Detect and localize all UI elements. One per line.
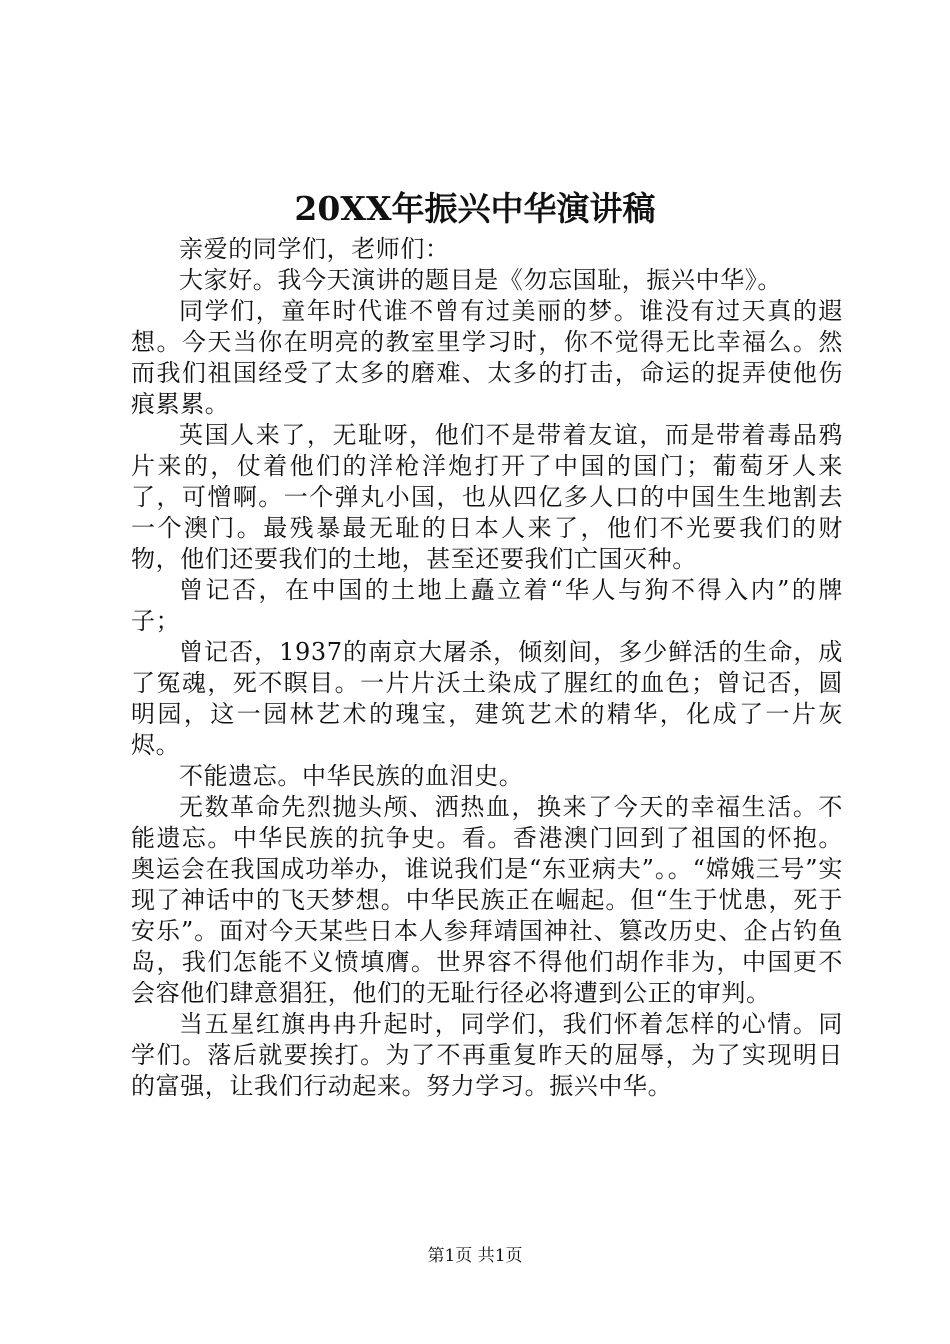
paragraph-conclusion: 当五星红旗冉冉升起时，同学们，我们怀着怎样的心情。同学们。落后就要挨打。为了不再重复昨天的屈辱，为了实现明日的富强，让我们行动起来。努力学习。振兴中华。 [131, 1010, 843, 1100]
paragraph-history: 不能遗忘。中华民族的血泪史。 [179, 762, 524, 790]
paragraph-salutation: 亲爱的同学们，老师们： [179, 235, 450, 263]
paragraph-sign: 曾记否，在中国的土地上矗立着“华人与狗不得入内”的牌子； [131, 576, 843, 635]
paragraph-invasion: 英国人来了，无耻呀，他们不是带着友谊，而是带着毒品鸦片来的，仗着他们的洋枪洋炮打开了中国的国门；葡萄牙人来了，可憎啊。一个弹丸小国，也从四亿多人口的中国生生地割去一个澳门。最残暴最无耻的日本人来了，他们不光要我们的财物，他们还要我们的土地，甚至还要我们亡国灭种。 [131, 421, 843, 573]
document-title: 20XX年振兴中华演讲稿 [294, 189, 656, 228]
document-body [131, 234, 843, 1102]
paragraph-rise: 无数革命先烈抛头颅、洒热血，换来了今天的幸福生活。不能遗忘。中华民族的抗争史。看。香港澳门回到了祖国的怀抱。奥运会在我国成功举办，谁说我们是“东亚病夫”。。“嫦娥三号”实现了神话中的飞天梦想。中华民族正在崛起。但“生于忧患，死于安乐”。面对今天某些日本人参拜靖国神社、篡改历史、企占钓鱼岛，我们怎能不义愤填膺。世界容不得他们胡作非为，中国更不会容他们肆意猖狂，他们的无耻行径必将遭到公正的审判。 [131, 793, 843, 1007]
paragraph-greeting: 大家好。我今天演讲的题目是《勿忘国耻，振兴中华》。 [179, 266, 782, 294]
page-footer: 第1页 共1页 [427, 1246, 523, 1266]
paragraph-childhood: 同学们，童年时代谁不曾有过美丽的梦。谁没有过天真的遐想。今天当你在明亮的教室里学习时，你不觉得无比幸福么。然而我们祖国经受了太多的磨难、太多的打击，命运的捉弄使他伤痕累累。 [131, 297, 843, 418]
paragraph-nanjing: 曾记否，1937的南京大屠杀，倾刻间，多少鲜活的生命，成了冤魂，死不瞑目。一片片沃土染成了腥红的血色；曾记否，圆明园，这一园林艺术的瑰宝，建筑艺术的精华，化成了一片灰烬。 [131, 638, 843, 759]
